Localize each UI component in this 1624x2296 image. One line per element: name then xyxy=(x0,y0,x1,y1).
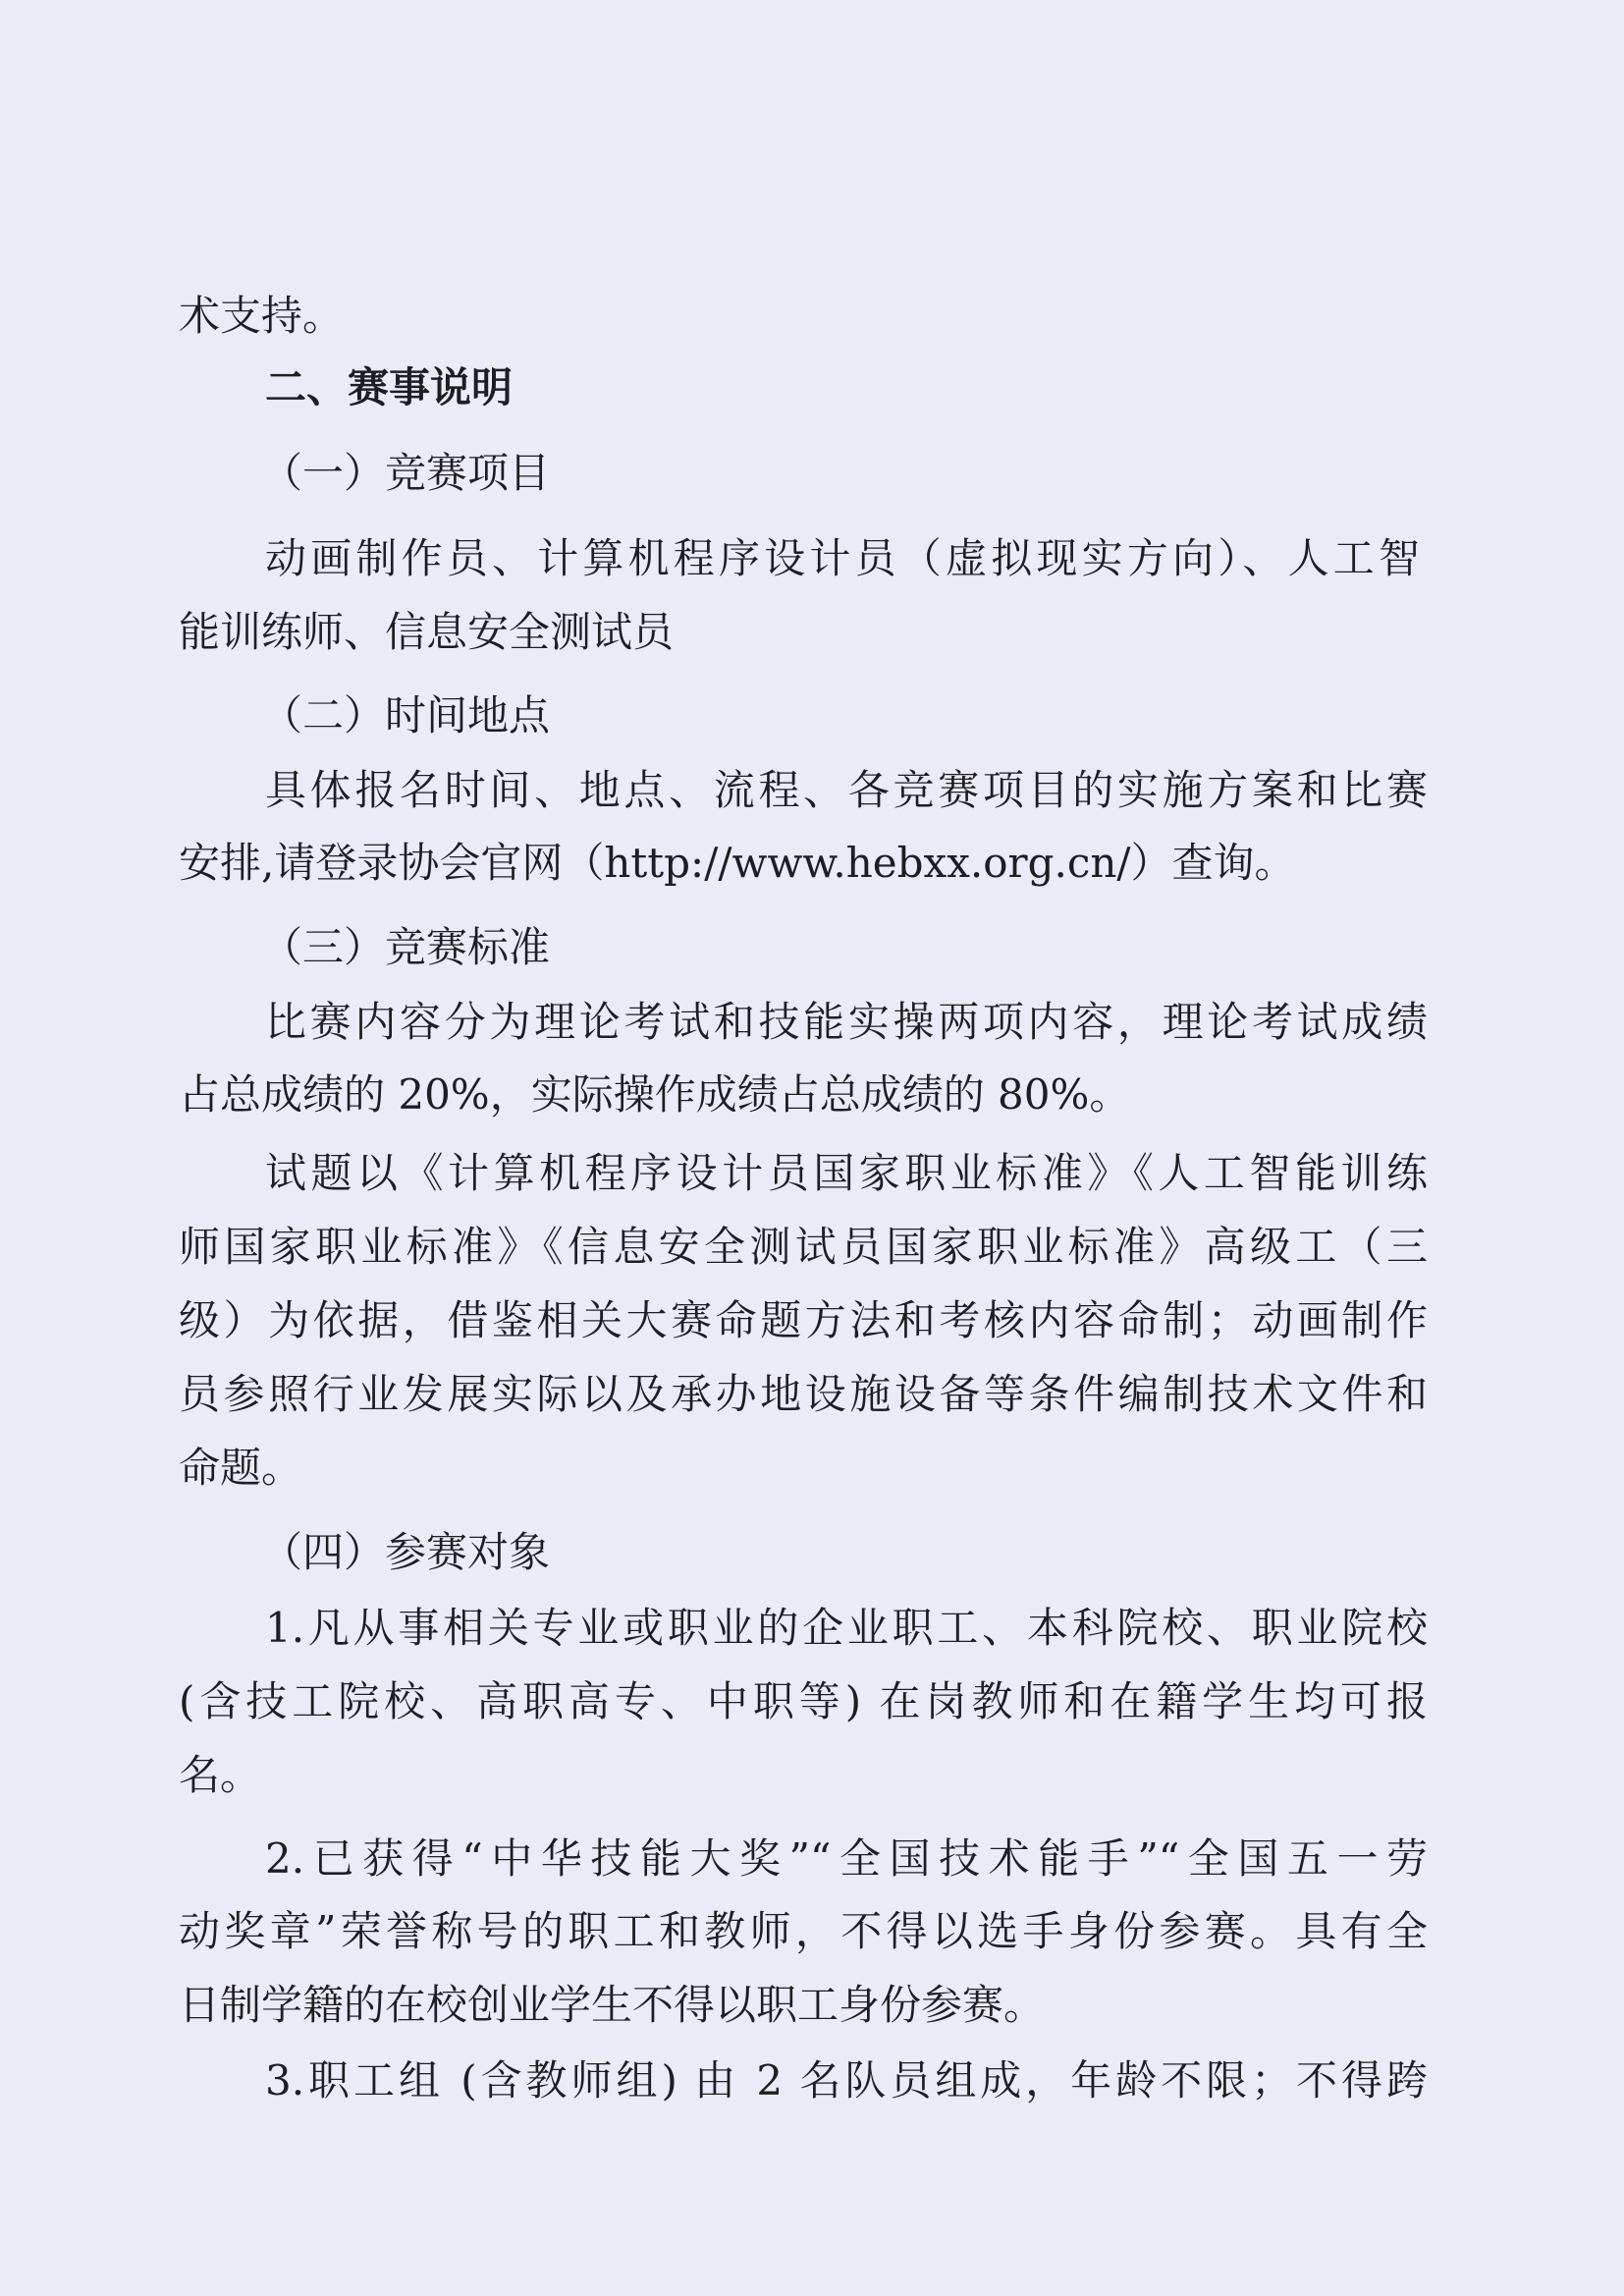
paragraph-line: 师国家职业标准》《信息安全测试员国家职业标准》高级工（三 xyxy=(179,1223,1428,1271)
subsection-heading: （三）竞赛标准 xyxy=(261,923,551,971)
paragraph-line: 命题。 xyxy=(179,1444,303,1492)
subsection-heading: （二）时间地点 xyxy=(261,691,551,739)
subsection-heading: （四）参赛对象 xyxy=(261,1528,551,1576)
section-heading: 二、赛事说明 xyxy=(265,363,514,411)
paragraph-line: 试题以《计算机程序设计员国家职业标准》《人工智能训练 xyxy=(265,1149,1428,1197)
paragraph-line: 日制学籍的在校创业学生不得以职工身份参赛。 xyxy=(179,1981,1046,2029)
paragraph-line: 能训练师、信息安全测试员 xyxy=(179,608,675,656)
paragraph-line: 员参照行业发展实际以及承办地设施设备等条件编制技术文件和 xyxy=(179,1370,1428,1418)
paragraph-line: 动奖章”荣誉称号的职工和教师，不得以选手身份参赛。具有全 xyxy=(179,1907,1428,1955)
paragraph-line: 3.职工组 (含教师组) 由 2 名队员组成，年龄不限；不得跨 xyxy=(265,2056,1428,2105)
paragraph-line: (含技工院校、高职高专、中职等) 在岗教师和在籍学生均可报 xyxy=(179,1677,1428,1725)
paragraph-line: 安排,请登录协会官网（http://www.hebxx.org.cn/）查询。 xyxy=(179,839,1296,887)
paragraph-line: 比赛内容分为理论考试和技能实操两项内容，理论考试成绩 xyxy=(265,998,1428,1046)
paragraph-line: 占总成绩的 20%，实际操作成绩占总成绩的 80%。 xyxy=(179,1070,1131,1119)
paragraph-line: 2.已获得“中华技能大奖”“全国技术能手”“全国五一劳 xyxy=(265,1834,1428,1883)
paragraph-line: 名。 xyxy=(179,1751,262,1799)
subsection-heading: （一）竞赛项目 xyxy=(261,449,551,497)
text-line: 术支持。 xyxy=(179,292,345,340)
paragraph-line: 1.凡从事相关专业或职业的企业职工、本科院校、职业院校 xyxy=(265,1604,1428,1652)
paragraph-line: 动画制作员、计算机程序设计员（虚拟现实方向）、人工智 xyxy=(265,534,1420,582)
paragraph-line: 具体报名时间、地点、流程、各竞赛项目的实施方案和比赛 xyxy=(265,766,1428,814)
paragraph-line: 级）为依据，借鉴相关大赛命题方法和考核内容命制；动画制作 xyxy=(179,1296,1428,1344)
